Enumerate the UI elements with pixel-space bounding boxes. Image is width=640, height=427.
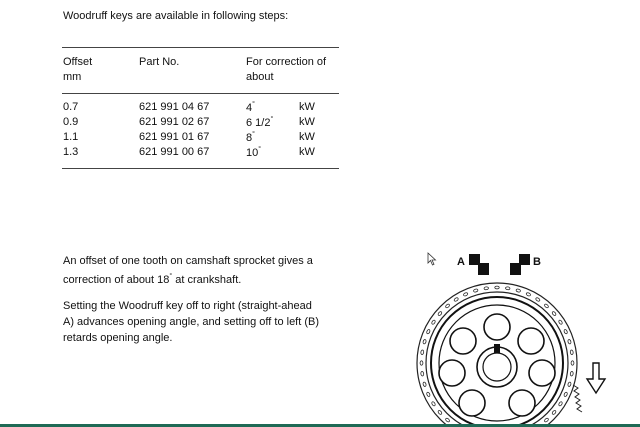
sprocket-paragraph xyxy=(63,253,313,288)
cell-angle: 10° xyxy=(246,146,262,159)
rotation-arrow-icon xyxy=(587,363,605,393)
woodruff-key-b-icon xyxy=(510,254,530,275)
cell-part: 621 991 04 67 xyxy=(139,101,210,113)
chain-link xyxy=(421,371,424,376)
chain-link xyxy=(454,297,459,302)
cell-angle: 4° xyxy=(246,101,255,114)
cell-offset: 0.7 xyxy=(63,101,79,113)
woodruff-line-2: A) advances opening angle, and setting off to left (B) xyxy=(63,316,320,328)
keyway xyxy=(494,344,500,353)
chain-link xyxy=(426,329,430,334)
chain-link xyxy=(445,303,450,308)
chain-link xyxy=(473,289,478,293)
chain-link xyxy=(535,297,540,302)
chain-link xyxy=(505,287,510,290)
cell-angle: 8° xyxy=(246,131,255,144)
chain-link xyxy=(570,350,573,355)
chain-link xyxy=(423,339,427,344)
cell-part: 621 991 01 67 xyxy=(139,131,210,143)
chain-link xyxy=(437,311,442,316)
chain-link xyxy=(463,292,468,296)
chain-link xyxy=(544,303,549,308)
chain-link xyxy=(526,292,531,296)
table-header-rule xyxy=(62,93,339,94)
chain-link xyxy=(437,410,442,415)
chain-link xyxy=(558,401,563,406)
cell-unit: kW xyxy=(299,131,315,143)
header-offset-unit: mm xyxy=(63,71,82,83)
table-row xyxy=(63,131,343,146)
intro-text: Woodruff keys are available in following steps: xyxy=(63,10,289,22)
woodruff-line-3: retards opening angle. xyxy=(63,332,173,344)
table-row xyxy=(63,146,343,161)
cell-unit: kW xyxy=(299,146,315,158)
table-row xyxy=(63,101,343,116)
chain-link xyxy=(426,392,430,397)
chain-link xyxy=(567,382,571,387)
chain-link xyxy=(431,401,436,406)
chain-link xyxy=(570,371,573,376)
chain-link xyxy=(421,350,424,355)
header-part-no: Part No. xyxy=(139,56,180,68)
header-offset: Offset xyxy=(63,56,93,68)
chain-link xyxy=(563,392,567,397)
cell-angle: 6 1/2° xyxy=(246,116,274,129)
cell-unit: kW xyxy=(299,116,315,128)
chain-link xyxy=(567,339,571,344)
table-bottom-rule xyxy=(62,168,339,169)
chain-link xyxy=(484,287,489,290)
chain-link xyxy=(516,289,521,293)
table-row xyxy=(63,116,343,131)
cell-part: 621 991 02 67 xyxy=(139,116,210,128)
chain-link xyxy=(571,361,574,365)
chain-link xyxy=(431,320,436,325)
sprocket-line-1: An offset of one tooth on camshaft sprocket gives a xyxy=(63,255,313,267)
cell-offset: 1.3 xyxy=(63,146,79,158)
chain-link xyxy=(445,418,450,423)
chain-link xyxy=(558,320,563,325)
chain-link xyxy=(423,382,427,387)
chain-link xyxy=(552,410,557,415)
woodruff-line-1: Setting the Woodruff key off to right (straight-ahead xyxy=(63,300,312,312)
chain-link xyxy=(563,329,567,334)
cell-unit: kW xyxy=(299,101,315,113)
chain-link xyxy=(495,286,499,289)
woodruff-paragraph xyxy=(63,298,319,346)
cell-part: 621 991 00 67 xyxy=(139,146,210,158)
chain-link xyxy=(552,311,557,316)
header-correction-about: about xyxy=(246,71,274,83)
cell-offset: 0.9 xyxy=(63,116,79,128)
chain-link xyxy=(420,361,423,365)
chain-link xyxy=(544,418,549,423)
table-top-rule xyxy=(62,47,339,48)
sprocket-line-2: correction of about 18° at crankshaft. xyxy=(63,273,242,286)
camshaft-sprocket-diagram xyxy=(405,245,625,427)
label-b: B xyxy=(533,256,541,268)
label-a: A xyxy=(457,256,465,268)
header-correction: For correction of xyxy=(246,56,327,68)
woodruff-key-a-icon xyxy=(469,254,489,275)
cell-offset: 1.1 xyxy=(63,131,79,143)
